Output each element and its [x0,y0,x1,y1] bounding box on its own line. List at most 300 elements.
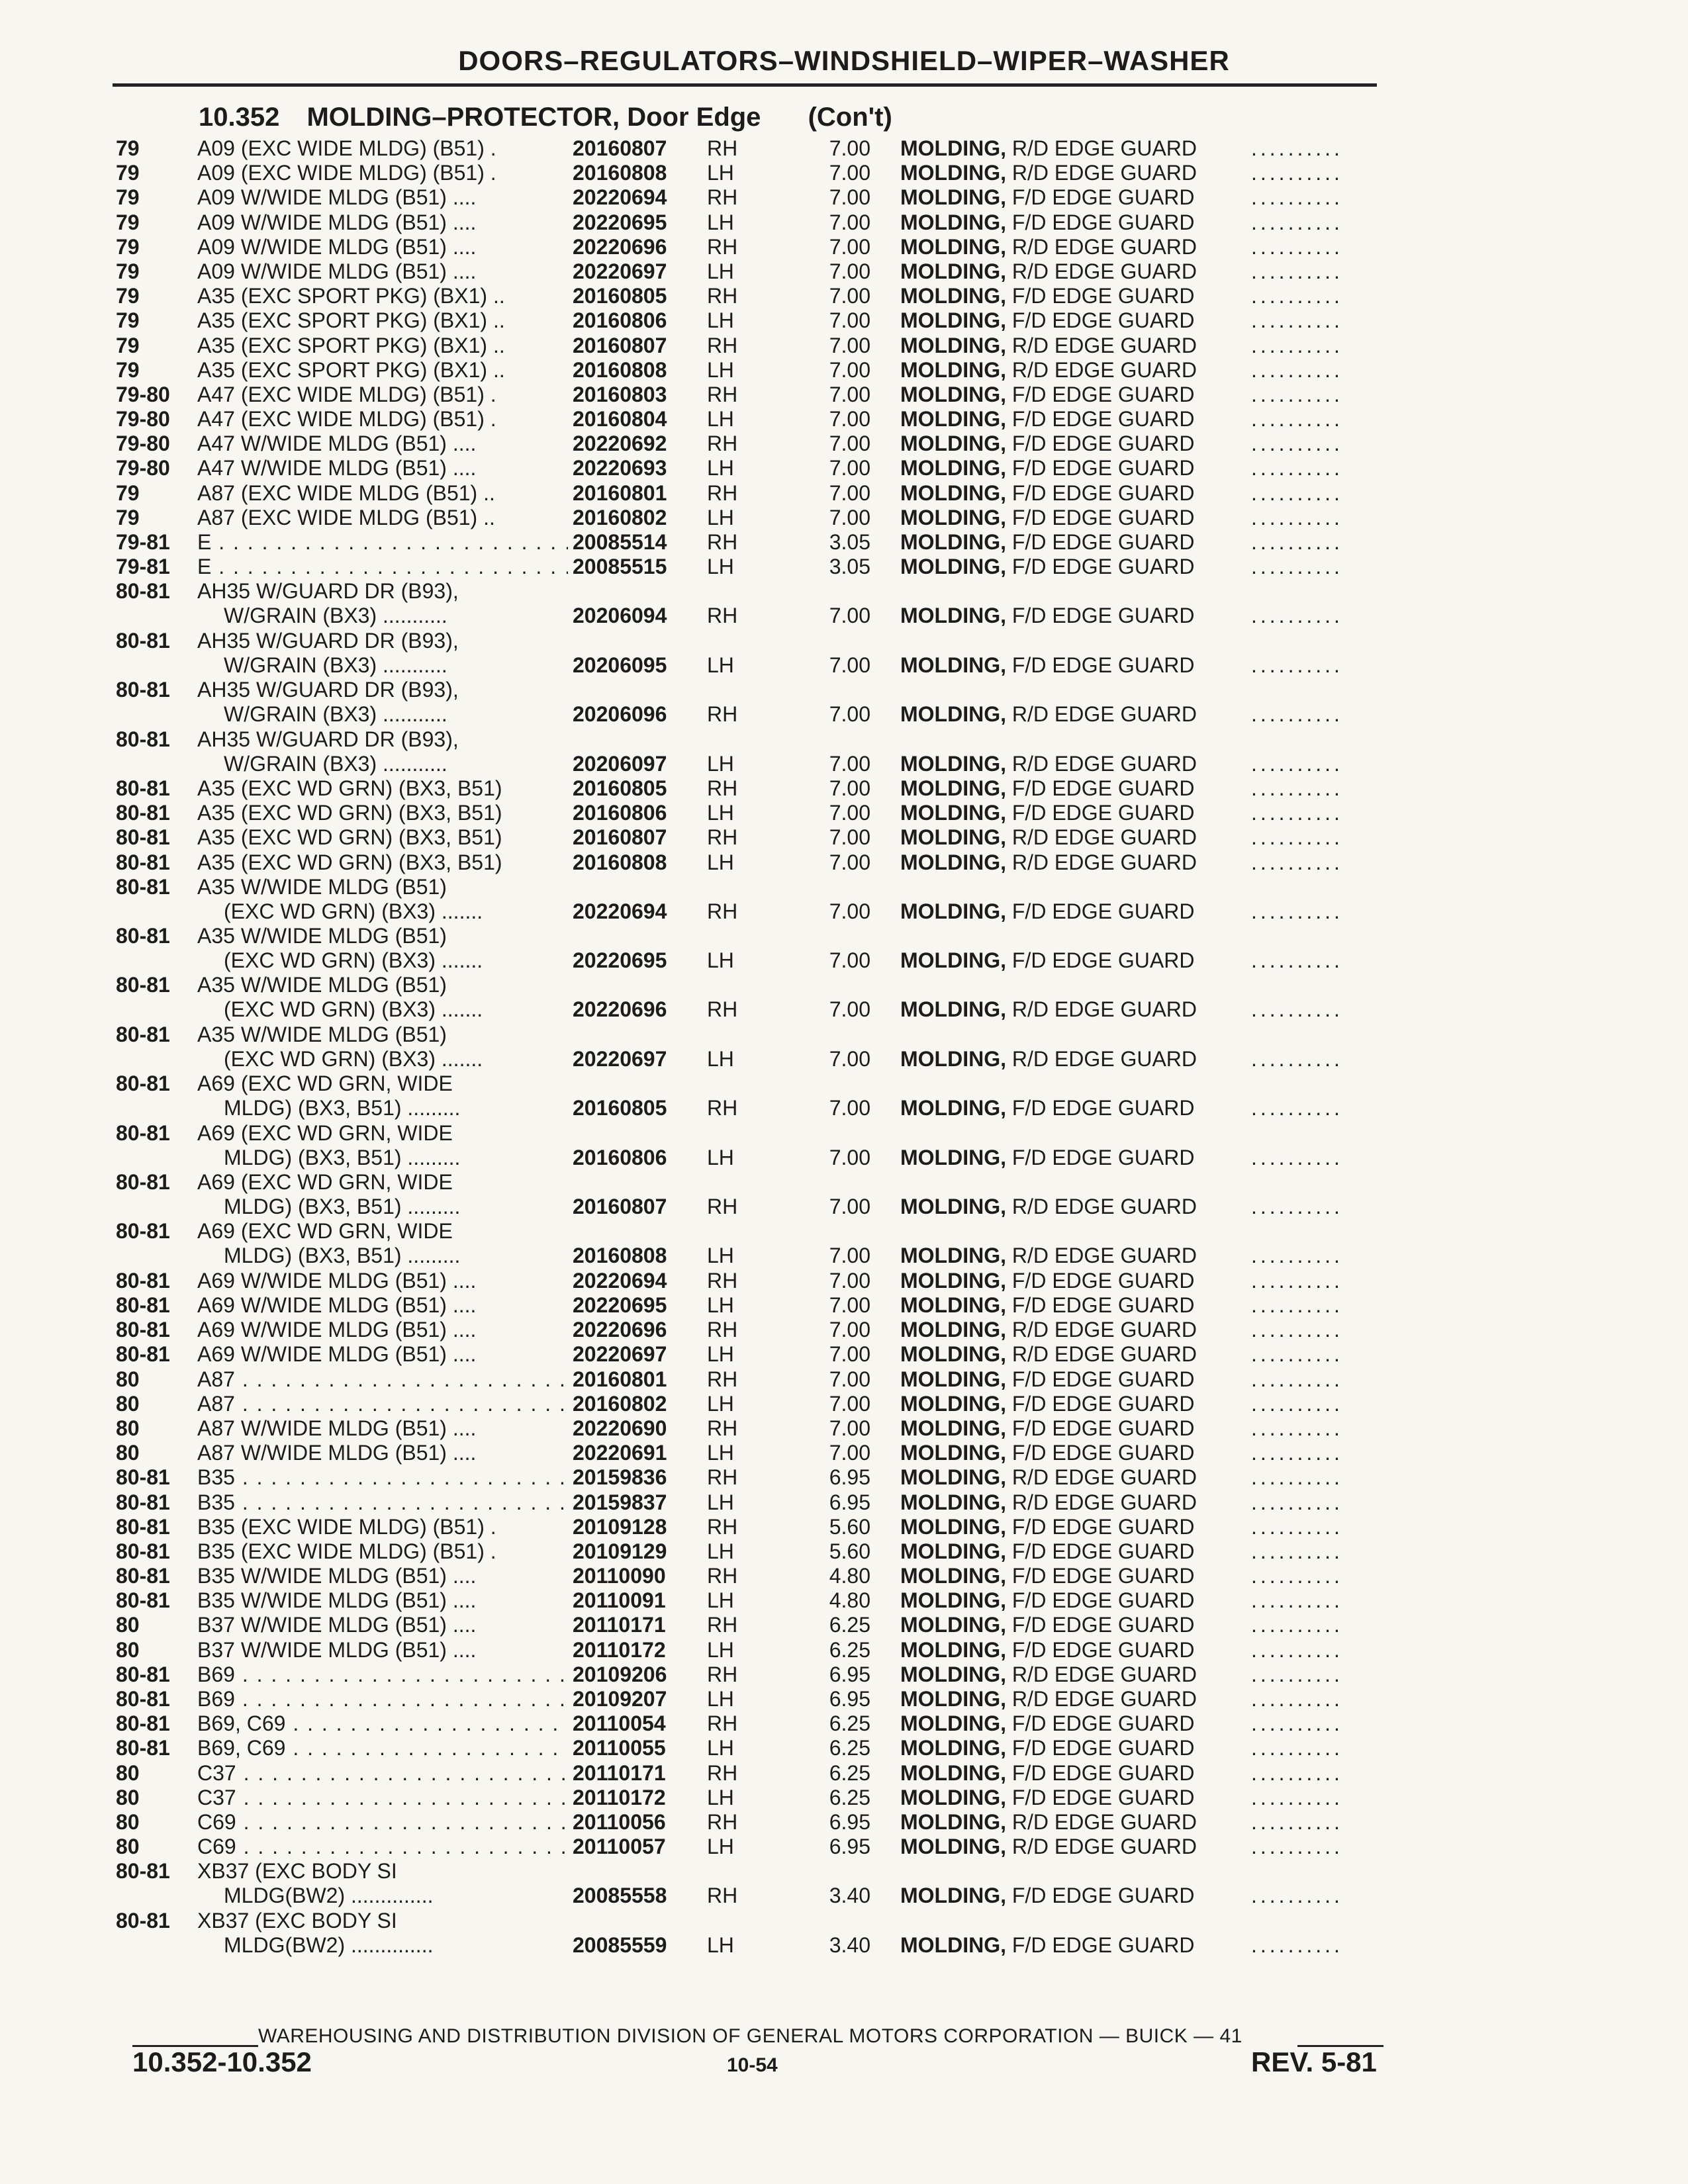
leader-dots: .......... [1251,1441,1343,1465]
model-year: 80-81 [116,1908,170,1933]
table-row [0,1465,1688,1490]
model-line-1: A47 W/WIDE MLDG (B51) .... [197,456,477,480]
model-description [197,1293,568,1318]
table-row [0,629,1688,678]
leader-dots: .......... [1251,1835,1343,1859]
model-year: 79 [116,505,140,529]
part-number: 20160804 [573,407,667,432]
model-year: 79 [116,161,140,185]
part-description-detail: F/D EDGE GUARD [1011,555,1195,579]
model-line-1: A09 W/WIDE MLDG (B51) .... [197,259,477,283]
leader-dots: .......... [1251,1046,1343,1071]
side: LH [707,1293,734,1317]
part-number: 20160806 [573,801,667,825]
part-description-head: MOLDING, [900,308,1006,333]
model-line-1: B35 W/WIDE MLDG (B51) .... [197,1588,477,1613]
part-description [900,1613,1194,1637]
price: 6.95 [829,1835,870,1859]
part-description [900,334,1197,358]
part-description [900,481,1194,506]
part-description-detail: F/D EDGE GUARD [1011,185,1195,210]
model-line-1: C69 . . . [197,1835,568,1859]
part-description-detail: F/D EDGE GUARD [1011,1096,1195,1120]
part-description-detail: R/D EDGE GUARD [1011,1835,1197,1859]
price: 7.00 [829,1268,870,1293]
leader-dots: .......... [1251,1613,1343,1637]
model-line-1: A35 (EXC WD GRN) (BX3, B51) [197,825,502,850]
leader-dots: .......... [1251,555,1343,579]
model-line-2: MLDG) (BX3, B51) ......... [224,1096,461,1120]
model-line-1: A47 (EXC WIDE MLDG) (B51) . [197,407,496,432]
side: RH [707,1268,738,1293]
model-year: 80-81 [116,1342,170,1367]
price: 7.00 [829,505,870,529]
part-description-head: MOLDING, [900,1933,1006,1957]
table-row [0,1269,1688,1293]
model-description [197,1515,568,1539]
part-number: 20160805 [573,1096,667,1120]
part-description [900,235,1197,259]
part-description-detail: F/D EDGE GUARD [1011,308,1195,333]
part-description [900,1933,1194,1958]
model-line-2: MLDG) (BX3, B51) ......... [224,1145,461,1169]
leader-dots: .......... [1251,1318,1343,1342]
leader-dots: .......... [1251,751,1343,776]
table-row [0,1761,1688,1786]
part-number: 20110171 [573,1760,666,1785]
part-description-detail: F/D EDGE GUARD [1011,284,1195,308]
part-description-detail: R/D EDGE GUARD [1011,357,1197,382]
part-description-head: MOLDING, [900,1835,1006,1859]
table-row [0,432,1688,456]
side: RH [707,234,738,259]
price: 7.00 [829,1096,870,1120]
leader-dots: .......... [1251,284,1343,308]
leader-dots: .......... [1251,1465,1343,1490]
part-description-head: MOLDING, [900,1711,1006,1736]
part-description-detail: R/D EDGE GUARD [1011,702,1197,727]
table-row [0,801,1688,825]
part-description-detail: R/D EDGE GUARD [1011,1809,1197,1834]
model-year: 80-81 [116,924,170,948]
leader-dots: .......... [1251,259,1343,283]
model-line-1: A69 W/WIDE MLDG (B51) .... [197,1268,477,1293]
model-description [197,1810,568,1835]
model-line-1: A09 W/WIDE MLDG (B51) .... [197,185,477,210]
model-line-2: MLDG) (BX3, B51) ......... [224,1244,461,1268]
section-cont: (Con't) [808,103,892,132]
price: 7.00 [829,751,870,776]
model-description [197,1441,568,1465]
table-row [0,1219,1688,1268]
price: 6.25 [829,1711,870,1736]
part-number: 20110090 [573,1564,666,1588]
model-line-1: A35 W/WIDE MLDG (B51) [197,1022,447,1046]
price: 7.00 [829,432,870,456]
part-number: 20220696 [573,234,667,259]
part-description [900,259,1197,284]
price: 6.95 [829,1662,870,1686]
part-description-head: MOLDING, [900,751,1006,776]
part-description-detail: F/D EDGE GUARD [1011,530,1195,554]
table-row [0,1490,1688,1515]
price: 7.00 [829,1244,870,1268]
part-number: 20110171 [573,1613,666,1637]
model-year: 79 [116,480,140,505]
part-description-head: MOLDING, [900,653,1006,677]
part-description [900,1810,1197,1835]
part-description-detail: R/D EDGE GUARD [1011,1046,1197,1071]
side: LH [707,1637,734,1662]
part-description-head: MOLDING, [900,1465,1006,1490]
model-line-2: MLDG(BW2) .............. [224,1884,434,1908]
price: 7.00 [829,308,870,333]
model-line-1: B35 . . . [197,1465,568,1490]
table-row [0,1859,1688,1908]
model-line-1: A35 (EXC SPORT PKG) (BX1) .. [197,333,505,357]
model-description [197,284,568,308]
model-line-1: A87 W/WIDE MLDG (B51) .... [197,1416,477,1440]
part-number: 20160808 [573,161,667,185]
price: 6.25 [829,1613,870,1637]
model-line-1: A69 (EXC WD GRN, WIDE [197,1120,453,1145]
leader-dots: .......... [1251,1736,1343,1760]
part-description [900,1711,1194,1736]
model-year: 80 [116,1416,140,1440]
part-description [900,1318,1197,1342]
part-description-head: MOLDING, [900,1318,1006,1342]
side: RH [707,899,738,923]
price: 6.95 [829,1809,870,1834]
model-line-1: C37 . . . [197,1761,568,1786]
model-description [197,407,568,432]
model-description [197,308,568,333]
part-number: 20085514 [573,530,667,554]
table-row [0,456,1688,480]
table-row [0,259,1688,284]
model-description [197,481,568,506]
table-row [0,284,1688,308]
part-description-head: MOLDING, [900,136,1006,160]
table-row [0,1023,1688,1071]
price: 7.00 [829,161,870,185]
model-line-1: B35 (EXC WIDE MLDG) (B51) . [197,1514,496,1539]
part-number: 20160808 [573,357,667,382]
model-line-1: A69 W/WIDE MLDG (B51) .... [197,1318,477,1342]
part-description [900,1786,1194,1810]
price: 6.25 [829,1785,870,1809]
price: 7.00 [829,284,870,308]
part-description-detail: R/D EDGE GUARD [1011,333,1197,357]
part-description-head: MOLDING, [900,259,1006,283]
part-description [900,1269,1194,1293]
price: 7.00 [829,1195,870,1219]
part-description [900,948,1194,973]
part-description [900,776,1194,801]
model-year: 79-81 [116,555,170,579]
part-description-detail: F/D EDGE GUARD [1011,1785,1195,1809]
part-description [900,308,1194,333]
model-line-2: W/GRAIN (BX3) ........... [224,653,447,677]
leader-dots: .......... [1251,1564,1343,1588]
part-description-detail: R/D EDGE GUARD [1011,259,1197,283]
part-description [900,997,1197,1022]
part-number: 20160802 [573,1391,667,1416]
part-description [900,1515,1194,1539]
table-row [0,678,1688,727]
model-year: 79-81 [116,530,170,554]
part-description-head: MOLDING, [900,997,1006,1022]
table-row [0,1909,1688,1958]
model-line-1: B69 . . . [197,1662,568,1687]
part-description-detail: R/D EDGE GUARD [1011,161,1197,185]
part-number: 20160807 [573,136,667,160]
part-description-detail: F/D EDGE GUARD [1011,948,1195,973]
price: 6.95 [829,1490,870,1514]
part-description-head: MOLDING, [900,1195,1006,1219]
side: LH [707,555,734,579]
page-header: DOORS–REGULATORS–WINDSHIELD–WIPER–WASHER [458,45,1230,76]
model-description [197,1269,568,1293]
model-line-1: A47 (EXC WIDE MLDG) (B51) . [197,382,496,406]
table-row [0,185,1688,210]
model-line-1: XB37 (EXC BODY SI [197,1908,397,1933]
side: LH [707,1046,734,1071]
price: 7.00 [829,210,870,234]
part-number: 20110172 [573,1637,666,1662]
part-description-head: MOLDING, [900,234,1006,259]
part-description [900,1096,1194,1120]
model-description [197,850,568,875]
model-line-2: MLDG(BW2) .............. [224,1933,434,1957]
side: LH [707,1145,734,1169]
side: RH [707,1195,738,1219]
side: RH [707,776,738,800]
model-year: 80 [116,1809,140,1834]
model-line-1: A69 (EXC WD GRN, WIDE [197,1071,453,1096]
side: LH [707,1835,734,1859]
model-description [197,334,568,358]
model-year: 80-81 [116,825,170,850]
part-description [900,1047,1197,1071]
side: LH [707,456,734,480]
side: LH [707,1441,734,1465]
part-description-head: MOLDING, [900,702,1006,727]
part-number: 20109207 [573,1687,667,1711]
part-description-head: MOLDING, [900,1145,1006,1169]
side: RH [707,1711,738,1736]
model-description [197,579,568,628]
model-year: 80-81 [116,1022,170,1046]
model-line-1: B37 W/WIDE MLDG (B51) .... [197,1637,477,1662]
model-description [197,506,568,530]
part-description-detail: R/D EDGE GUARD [1011,1465,1197,1490]
leader-dots: .......... [1251,1785,1343,1809]
model-description [197,1318,568,1342]
part-description-head: MOLDING, [900,1490,1006,1514]
price: 7.00 [829,653,870,677]
leader-dots: .......... [1251,1391,1343,1416]
part-description-head: MOLDING, [900,1884,1006,1908]
side: RH [707,1760,738,1785]
model-line-1: A87 (EXC WIDE MLDG (B51) .. [197,480,495,505]
side: LH [707,357,734,382]
side: RH [707,1809,738,1834]
side: LH [707,308,734,333]
model-description [197,1367,568,1392]
part-description [900,1342,1197,1367]
part-description [900,1564,1194,1588]
model-year: 80-81 [116,1564,170,1588]
model-description [197,161,568,185]
part-description [900,456,1194,480]
part-description-detail: F/D EDGE GUARD [1011,1736,1195,1760]
model-year: 80-81 [116,1219,170,1244]
model-line-1: XB37 (EXC BODY SI [197,1859,397,1884]
price: 7.00 [829,259,870,283]
part-description-head: MOLDING, [900,801,1006,825]
part-description-head: MOLDING, [900,604,1006,628]
model-line-2: (EXC WD GRN) (BX3) ....... [224,948,483,973]
model-year: 80-81 [116,1514,170,1539]
model-year: 80 [116,1835,140,1859]
part-description [900,1736,1194,1760]
leader-dots: .......... [1251,480,1343,505]
part-description-detail: F/D EDGE GUARD [1011,1933,1195,1957]
model-year: 80 [116,1391,140,1416]
model-year: 80-81 [116,1736,170,1760]
part-number: 20160807 [573,825,667,850]
part-description-head: MOLDING, [900,1588,1006,1613]
part-description-head: MOLDING, [900,382,1006,406]
price: 7.00 [829,801,870,825]
model-year: 80-81 [116,1539,170,1563]
model-year: 79 [116,333,140,357]
leader-dots: .......... [1251,432,1343,456]
part-description-head: MOLDING, [900,1244,1006,1268]
model-year: 80 [116,1760,140,1785]
table-row [0,1835,1688,1859]
part-description-detail: R/D EDGE GUARD [1011,1318,1197,1342]
model-description [197,136,568,161]
footer-page-number: 10-54 [727,2054,778,2076]
model-description [197,1711,568,1736]
side: RH [707,432,738,456]
part-number: 20085515 [573,555,667,579]
part-description-head: MOLDING, [900,1391,1006,1416]
part-description-head: MOLDING, [900,407,1006,432]
model-description [197,1121,568,1170]
part-description-detail: F/D EDGE GUARD [1011,1391,1195,1416]
leader-dots: .......... [1251,382,1343,406]
model-line-1: B35 W/WIDE MLDG (B51) .... [197,1564,477,1588]
part-description-head: MOLDING, [900,480,1006,505]
table-row [0,1588,1688,1613]
model-description [197,185,568,210]
model-line-1: A69 W/WIDE MLDG (B51) .... [197,1293,477,1317]
side: LH [707,1244,734,1268]
table-row [0,1613,1688,1637]
part-description-head: MOLDING, [900,1687,1006,1711]
price: 7.00 [829,1318,870,1342]
model-year: 80-81 [116,1490,170,1514]
model-year: 80 [116,1613,140,1637]
table-row [0,850,1688,875]
leader-dots: .......... [1251,825,1343,850]
part-description-head: MOLDING, [900,948,1006,973]
model-line-1: A69 (EXC WD GRN, WIDE [197,1219,453,1244]
part-description-head: MOLDING, [900,333,1006,357]
part-number: 20160801 [573,1367,667,1391]
price: 7.00 [829,1046,870,1071]
side: RH [707,1318,738,1342]
model-year: 80-81 [116,874,170,899]
side: RH [707,1884,738,1908]
side: RH [707,1514,738,1539]
part-description-detail: F/D EDGE GUARD [1011,1564,1195,1588]
model-year: 80-81 [116,1465,170,1490]
leader-dots: .......... [1251,1539,1343,1563]
part-description-detail: F/D EDGE GUARD [1011,382,1195,406]
model-description [197,1638,568,1662]
leader-dots: .......... [1251,1637,1343,1662]
price: 7.00 [829,1391,870,1416]
side: LH [707,210,734,234]
table-row [0,407,1688,432]
side: RH [707,284,738,308]
price: 7.00 [829,1145,870,1169]
price: 6.95 [829,1465,870,1490]
leader-dots: .......... [1251,407,1343,432]
part-description-head: MOLDING, [900,1613,1006,1637]
model-year: 80 [116,1785,140,1809]
part-description-head: MOLDING, [900,1367,1006,1391]
part-description [900,1638,1194,1662]
part-number: 20110091 [573,1588,666,1613]
side: LH [707,1539,734,1563]
part-number: 20220691 [573,1441,667,1465]
side: LH [707,1588,734,1613]
table-row [0,383,1688,407]
part-description-head: MOLDING, [900,1293,1006,1317]
price: 3.40 [829,1884,870,1908]
table-row [0,1367,1688,1392]
part-number: 20160806 [573,308,667,333]
model-year: 79 [116,185,140,210]
part-description [900,825,1197,850]
part-number: 20109206 [573,1662,667,1686]
part-description [900,1392,1194,1416]
model-description [197,629,568,678]
side: RH [707,530,738,554]
model-year: 80-81 [116,727,170,751]
part-number: 20160807 [573,1195,667,1219]
price: 7.00 [829,1416,870,1440]
part-description-detail: R/D EDGE GUARD [1011,1342,1197,1367]
model-line-1: B35 . . . [197,1490,568,1515]
leader-dots: .......... [1251,308,1343,333]
model-description [197,1835,568,1859]
price: 7.00 [829,850,870,874]
part-description [900,1687,1197,1711]
part-number: 20220697 [573,1046,667,1071]
part-description-head: MOLDING, [900,1785,1006,1809]
part-description-detail: F/D EDGE GUARD [1011,1416,1195,1440]
leader-dots: .......... [1251,357,1343,382]
price: 7.00 [829,702,870,727]
model-line-2: (EXC WD GRN) (BX3) ....... [224,1046,483,1071]
part-number: 20110054 [573,1711,666,1736]
